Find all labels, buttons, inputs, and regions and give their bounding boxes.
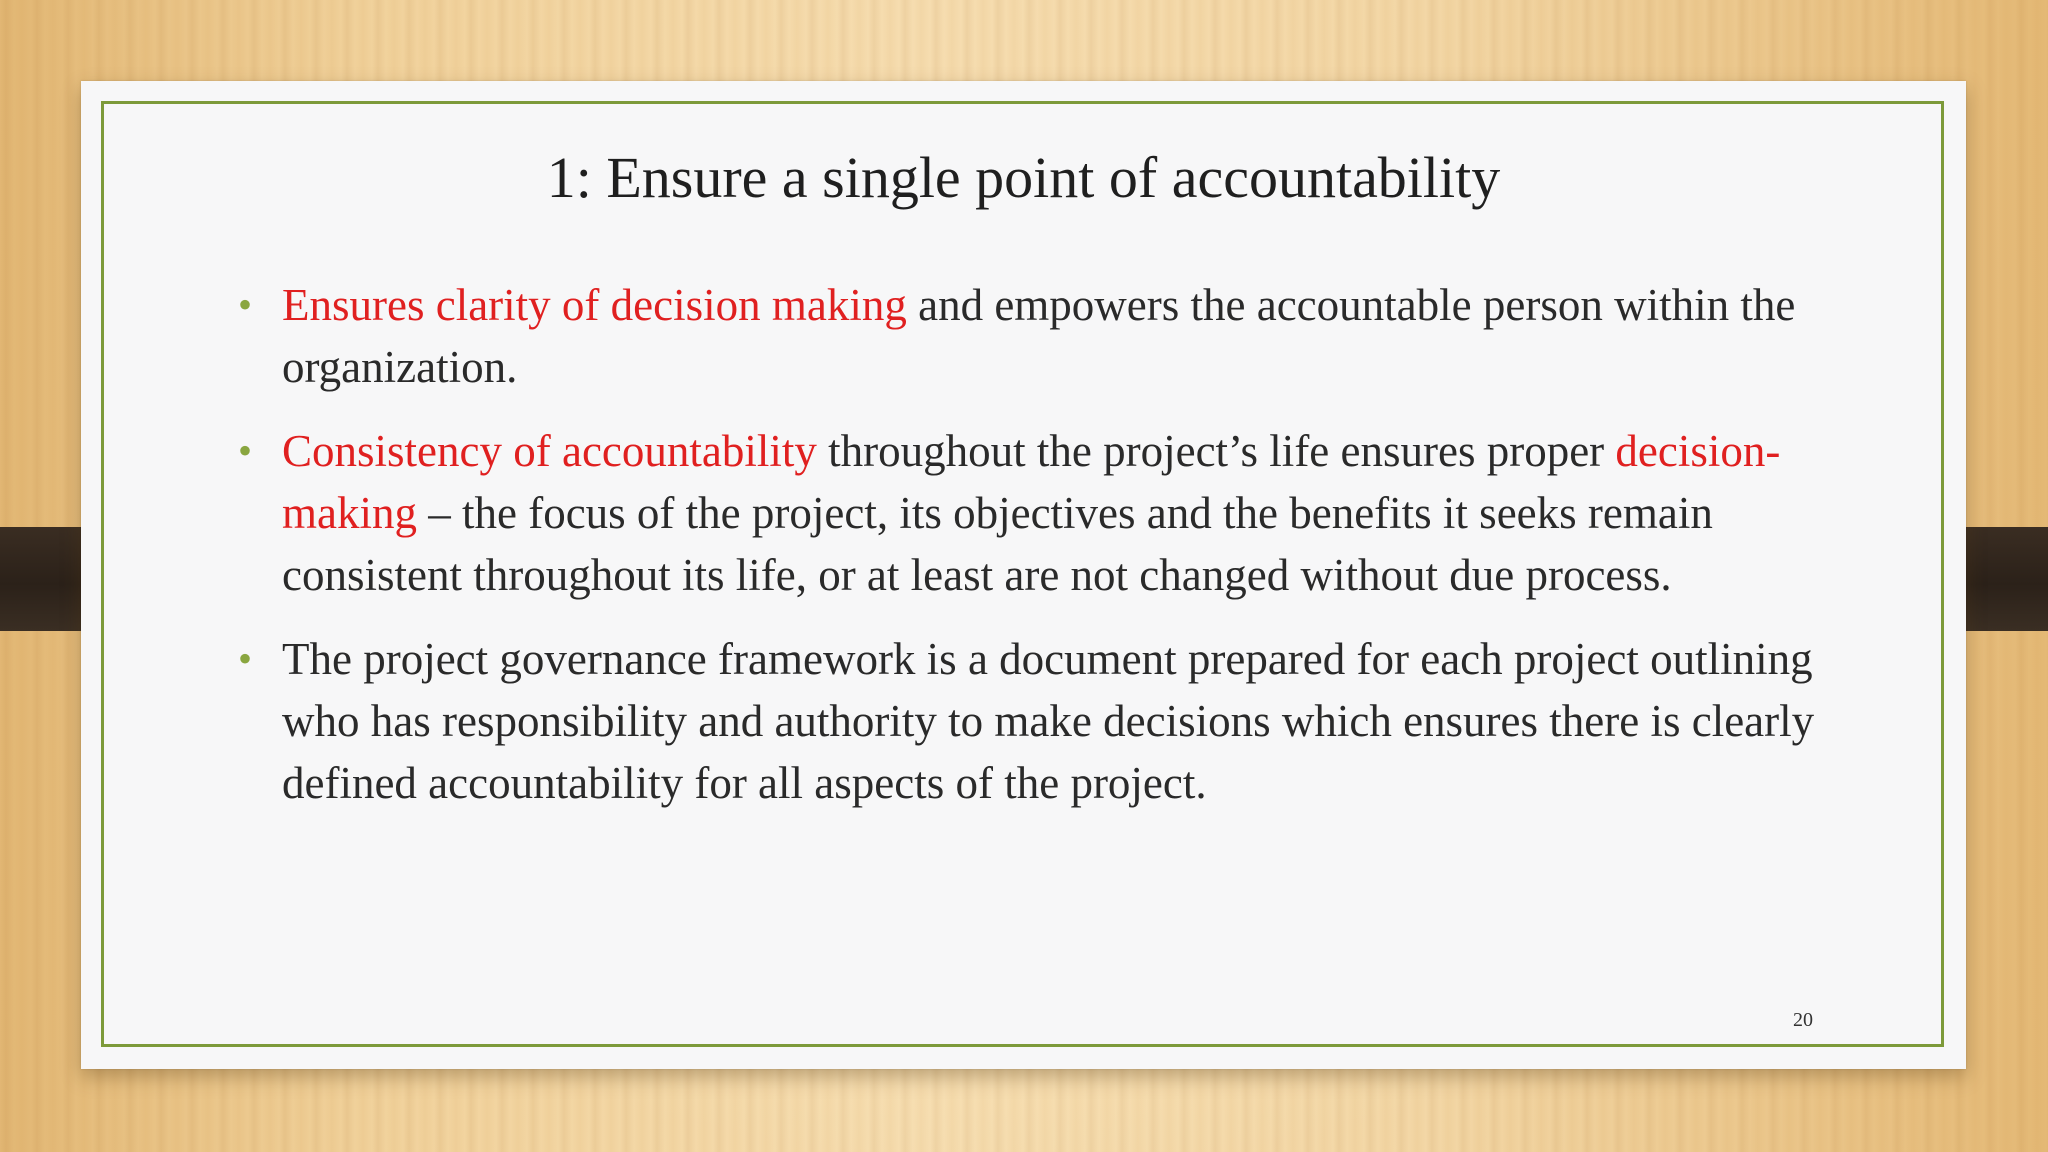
bullet-item-1 <box>236 274 1876 398</box>
bullet-2-text-a: throughout the project’s life ensures proper <box>816 426 1616 476</box>
bullet-3-text: The project governance framework is a document prepared for each project outlining who has responsibility and authority to make decisions which ensures there is clearly defined accountability for all aspects of the project. <box>282 634 1815 808</box>
bullet-item-2 <box>236 420 1876 606</box>
bullet-2-text-b: – the focus of the project, its objectives and the benefits it seeks remain consistent throughout its life, or at least are not changed without due process. <box>282 488 1713 600</box>
bullet-1-highlight: Ensures clarity of decision making <box>282 280 907 330</box>
bullet-1-text: and empowers the accountable person within the organization. <box>282 280 1796 392</box>
slide <box>81 81 1966 1069</box>
bullet-dot-icon: • <box>238 428 253 473</box>
bullet-dot-icon: • <box>238 282 253 327</box>
bullet-2-highlight-b: decision-making <box>282 426 1781 538</box>
page-number: 20 <box>1793 1009 1813 1031</box>
bullet-2-highlight-a: Consistency of accountability <box>282 426 817 476</box>
bullet-list <box>236 274 1876 814</box>
bullet-item-3 <box>236 628 1876 814</box>
slide-title: 1: Ensure a single point of accountability <box>546 145 1501 210</box>
bullet-dot-icon: • <box>238 636 253 681</box>
